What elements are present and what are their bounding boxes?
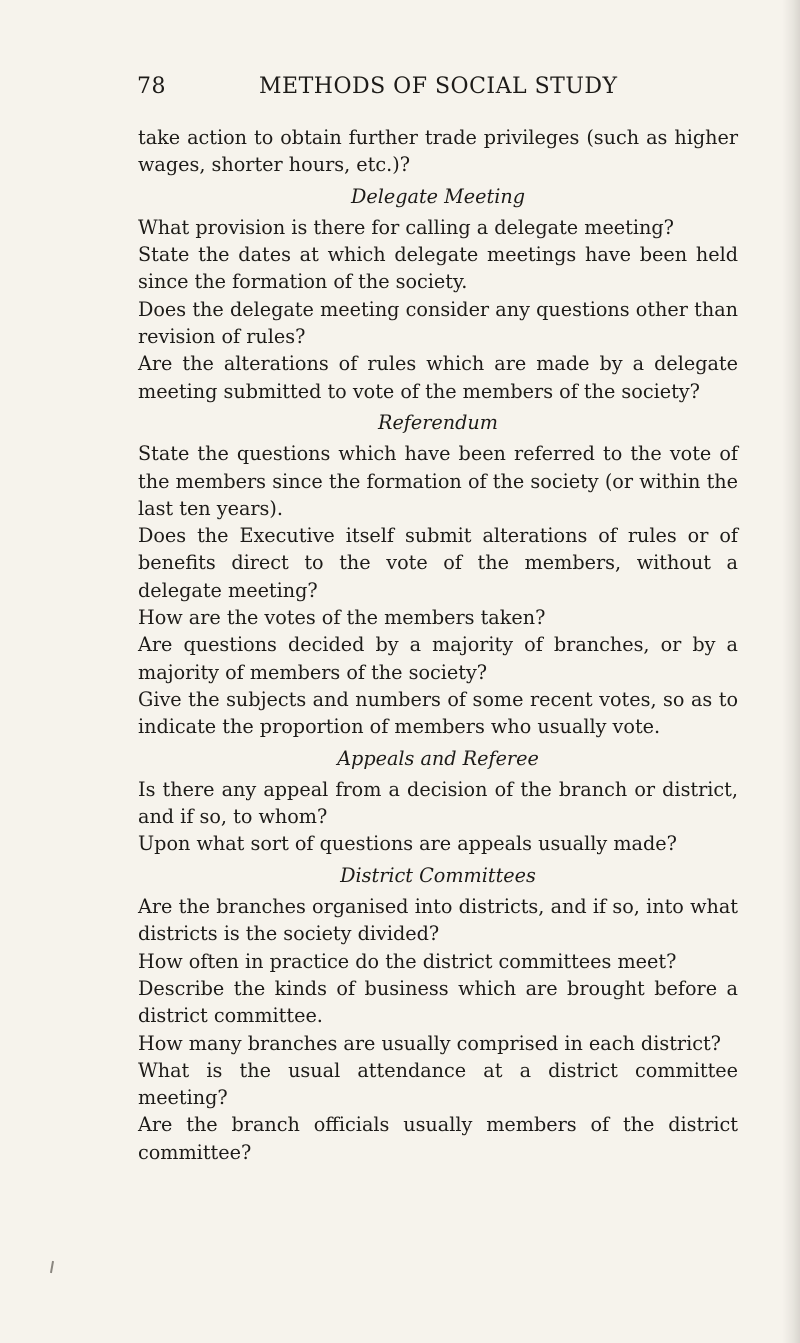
paragraph: State the dates at which delegate meetings have been held since the formation of the society. (138, 243, 738, 294)
running-head (137, 74, 737, 108)
paragraph: State the questions which have been referred to the vote of the members since the formation of the society (or within the last ten years). (138, 442, 738, 520)
running-title: METHODS OF SOCIAL STUDY (259, 74, 618, 99)
section-heading: Appeals and Referee (337, 746, 539, 770)
paragraph: Upon what sort of questions are appeals usually made? (138, 832, 677, 856)
stray-ink-mark (50, 1261, 54, 1273)
paragraph: Give the subjects and numbers of some recent votes, so as to indicate the proportion of members who usually vote. (138, 687, 738, 739)
paragraph: Are the branches organised into districts, and if so, into what districts is the society divided? (138, 895, 738, 946)
paragraph: How many branches are usually comprised in each district? (138, 1031, 721, 1055)
page-number: 78 (137, 74, 166, 99)
paragraph: What provision is there for calling a delegate meeting? (138, 215, 674, 239)
body-text (138, 124, 738, 1166)
paragraph: Are the alterations of rules which are made by a delegate meeting submitted to vote of the members of the society? (138, 352, 738, 403)
paragraph: Describe the kinds of business which are brought before a district committee. (138, 976, 738, 1028)
paragraph: Does the Executive itself submit alterations of rules or of benefits direct to the vote of the members, without a delegate meeting? (138, 524, 738, 602)
paragraph: How are the votes of the members taken? (138, 606, 546, 630)
paragraph: Are the branch officials usually members of the district committee? (138, 1113, 738, 1164)
page-edge-shadow (782, 0, 800, 1343)
paragraph: take action to obtain further trade privileges (such as higher wages, shorter hours, etc.)? (138, 126, 738, 177)
section-heading: District Committees (340, 863, 536, 887)
paragraph: Is there any appeal from a decision of the branch or district, and if so, to whom? (138, 777, 738, 829)
paragraph: How often in practice do the district committees meet? (138, 949, 677, 973)
paragraph: Are questions decided by a majority of branches, or by a majority of members of the society? (138, 633, 738, 684)
paragraph: Does the delegate meeting consider any questions other than revision of rules? (138, 297, 738, 349)
paragraph: What is the usual attendance at a district committee meeting? (138, 1058, 738, 1110)
section-heading: Delegate Meeting (351, 184, 525, 208)
section-heading: Referendum (378, 410, 498, 434)
